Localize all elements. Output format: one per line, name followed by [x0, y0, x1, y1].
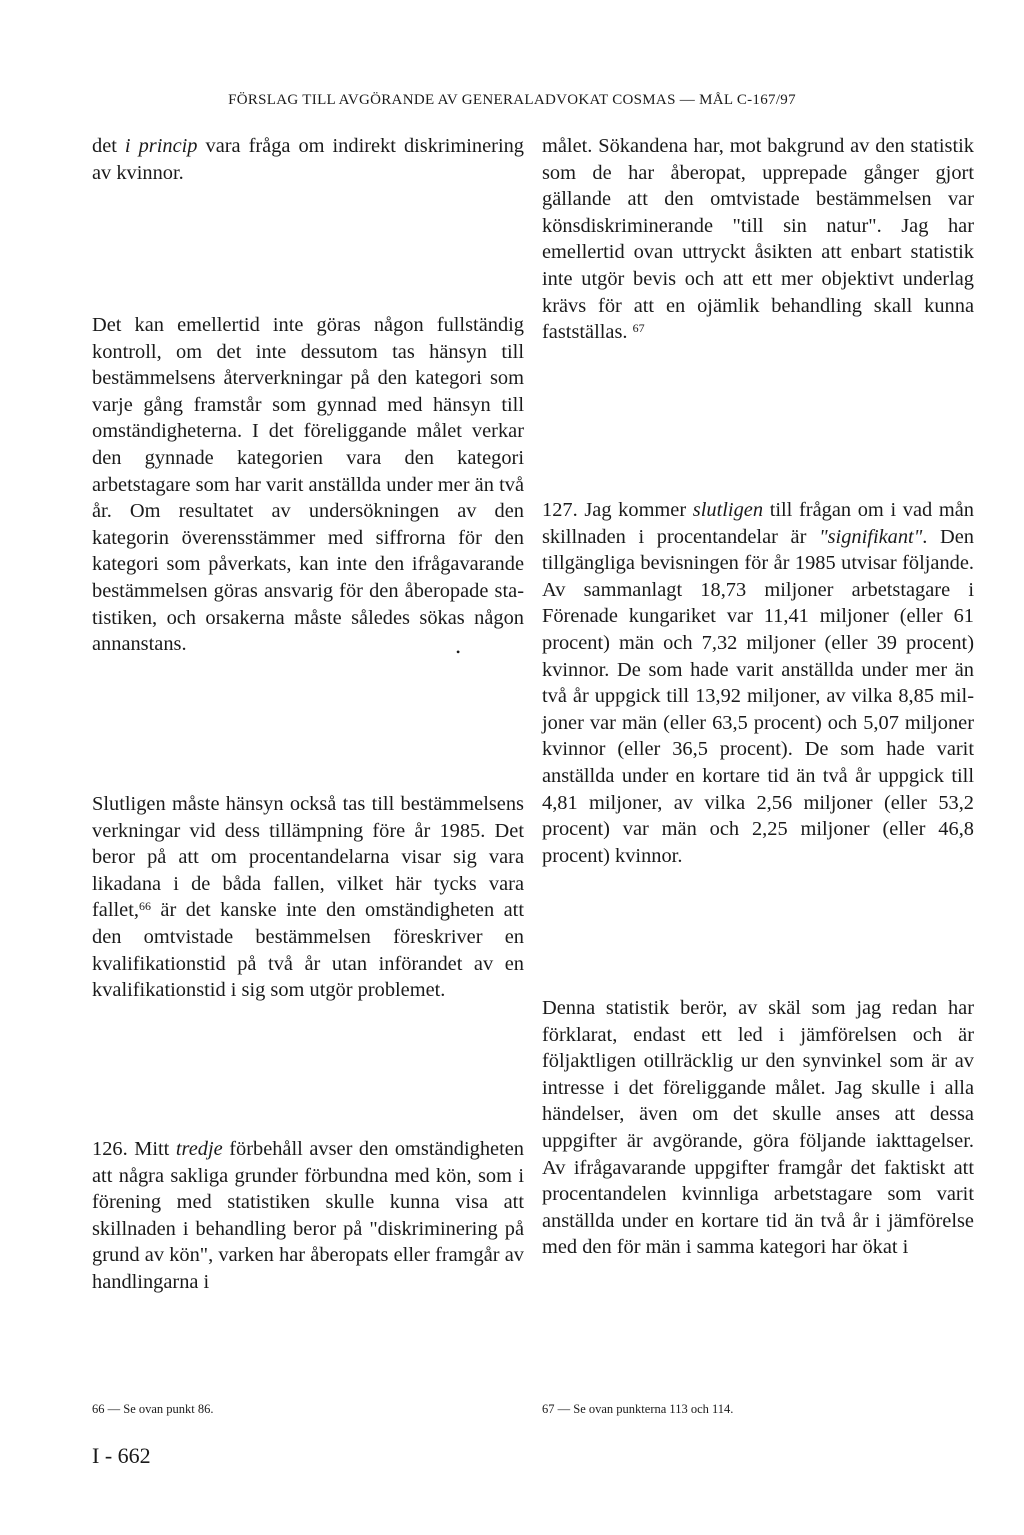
footnote-ref-66[interactable]: 66 — [138, 899, 151, 914]
paragraph-right-3 — [542, 995, 974, 1261]
italic-text: tredje — [175, 1138, 223, 1160]
text-run: förbehåll avser den omständigheten att några sakliga grunder förbundna med kön, som i förening med statistiken skulle kunna visa att skillnaden i behandling beror på "diskriminering på grund av kön", varken har åberopats eller framgår av handlingarna i — [92, 1138, 524, 1293]
paragraph-text: Det kan emellertid inte göras någon fullständig kontroll, om det inte dessutom tas hänsyn till bestämmelsens återverkningar på den kategori som varje gång framstår som gynnad med hänsyn till omständigheterna. I det föreliggande målet verkar den gynnade kategorien vara den kategori arbetstagare som har varit anställda under mer än två år. Om resultatet av undersökningen av den kategorin överensstämmer med siffrorna för den kategori som påverkats, kan inte den ifrågavarande bestämmelsen göras ansvarig för den åberopade statistiken, och orsakerna måste således sökas någon annanstans. — [92, 314, 524, 656]
paragraph-right-1 — [542, 133, 974, 346]
speck-mark: • — [456, 645, 461, 659]
footnote-66: 66 — Se ovan punkt 86. — [92, 1402, 214, 1416]
paragraph-text: Denna statistik berör, av skäl som jag redan har förklarat, endast ett led i jämförelsen och är följaktligen otillräcklig ur den synvinkel som är av intresse i det föreliggande målet. Jag skulle i alla händelser, även om det skulle anses att dessa uppgifter är avgörande, göra följande iakttagelser. Av ifrågavarande uppgifter framgår det faktiskt att procentandelen kvinnliga arbetstagare som varit anställda under en kortare tid än två år i jämförelse med den för män i samma kategori har ökat i — [542, 997, 974, 1259]
footnote-67: 67 — Se ovan punkterna 113 och 114. — [542, 1402, 734, 1416]
paragraph-left-1 — [92, 133, 524, 186]
text-run: vara fråga om indirekt diskriminering av kvinnor. — [92, 135, 525, 184]
italic-text: "signifikant" — [819, 525, 923, 548]
text-run: till frågan om i vad mån skillnaden i procentandelar är — [542, 499, 974, 548]
text-run: det — [92, 135, 125, 157]
paragraph-number: 127. Jag kommer — [542, 499, 693, 521]
text-run: är det kanske inte den omständigheten att den omtvistade bestämmelsen föreskriver en kvalifikationstid på två år utan införandet av en kvalifikationstid i sig som utgör problemet. — [92, 899, 524, 1002]
running-header: FÖRSLAG TILL AVGÖRANDE AV GENERALADVOKAT COSMAS — MÅL C-167/97 — [228, 92, 796, 108]
text-run: . Den tillgängliga bevisningen för år 1985 utvisar följande. Av sammanlagt 18,73 miljoner arbetstagare i Förenade kungariket var 11,41 miljoner (eller 61 procent) män och 7,32 miljoner (eller 39 procent) kvinnor. De som hade varit anställda under mer än två år uppgick till 13,92 miljoner, av vilka 8,85 miljoner var män (eller 63,5 procent) och 5,07 miljoner kvinnor (eller 36,5 procent). De som hade varit anställda under en kortare tid än två år uppgick till 4,81 miljoner, av vilka 2,56 miljoner (eller 53,2 procent) var män och 2,25 miljoner (eller 46,8 procent) kvinnor. — [542, 525, 974, 867]
paragraph-127 — [542, 497, 974, 869]
footnote-ref-67[interactable]: 67 — [632, 321, 645, 336]
paragraph-left-3 — [92, 791, 524, 1004]
text-run: Slutligen måste hänsyn också tas till bestämmelsens verkningar vid dess tillämpning före år 1985. Det beror på att om procentandelarna visar sig vara likadana i de båda fallen, vilket här tycks vara fallet, — [92, 793, 524, 922]
italic-text: slutligen — [692, 499, 764, 521]
italic-text: i princip — [124, 135, 198, 157]
paragraph-left-2 — [92, 312, 524, 658]
text-run: målet. Sökandena har, mot bakgrund av den statistik som de har åberopat, upprepade gånger gjort gällande att den omtvistade bestämmelsen var könsdiskriminerande "till sin natur". Jag har emellertid ovan uttryckt åsikten att enbart statistik inte utgör bevis och att ett mer objektivt underlag krävs för att en ojämlik behandling skall kunna fastställas. — [542, 135, 974, 344]
paragraph-number: 126. Mitt — [92, 1138, 176, 1160]
paragraph-126 — [92, 1136, 524, 1296]
page-number: I - 662 — [92, 1443, 151, 1468]
